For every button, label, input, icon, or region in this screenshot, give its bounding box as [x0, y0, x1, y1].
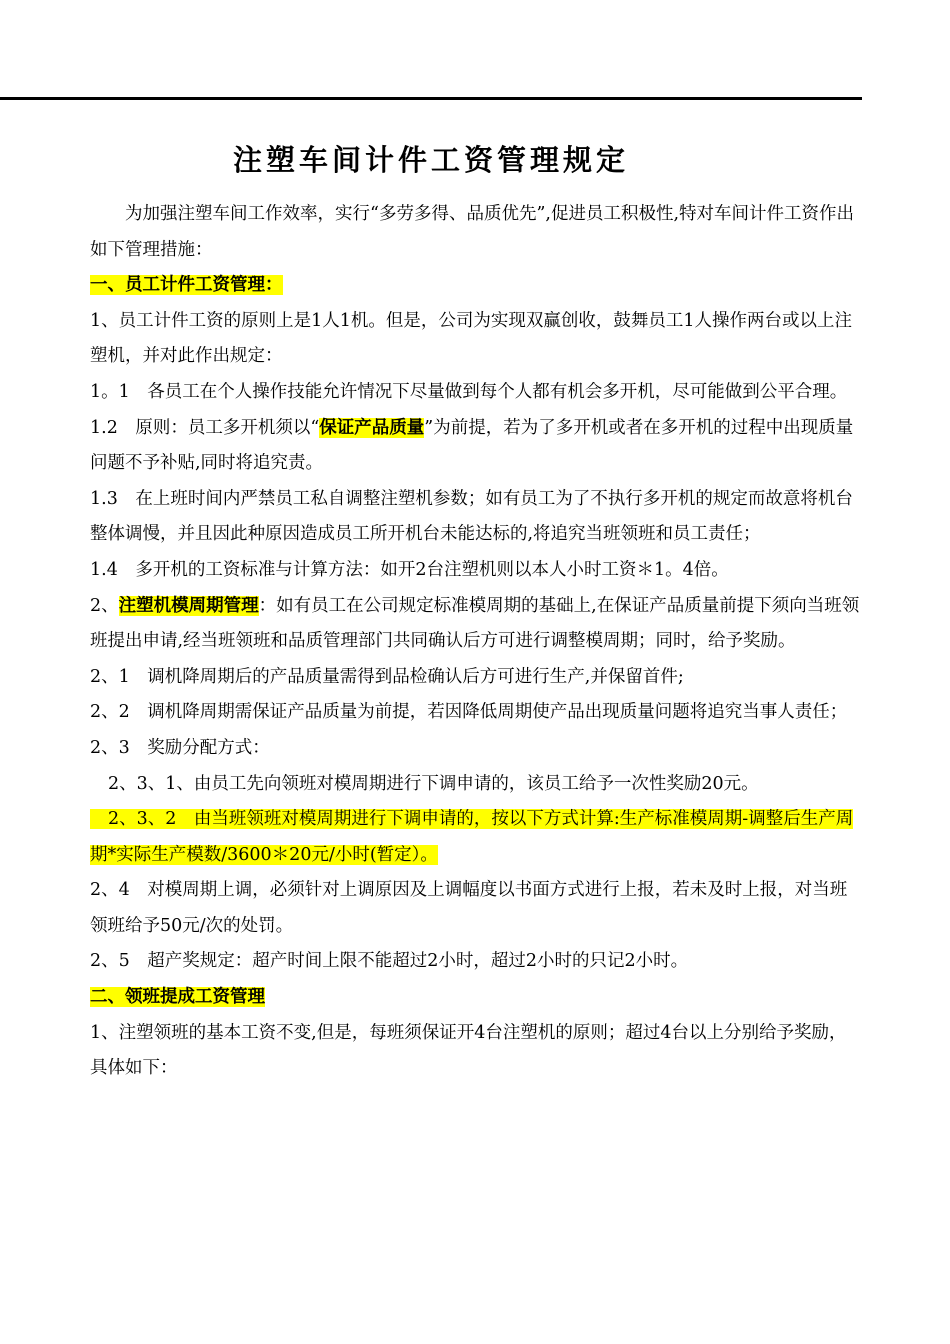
paragraph-2-1: 2、1 调机降周期后的产品质量需得到品检确认后方可进行生产,并保留首件; [90, 666, 684, 687]
paragraph-1-1: 1。1 各员工在个人操作技能允许情况下尽量做到每个人都有机会多开机，尽可能做到公平合理。 [90, 381, 848, 402]
header-rule [0, 97, 862, 100]
document-body [90, 197, 860, 1087]
paragraph-1-2-highlight: 保证产品质量 [319, 417, 425, 438]
intro-paragraph: 为加强注塑车间工作效率，实行“多劳多得、品质优先”,促进员工积极性,特对车间计件工资作出如下管理措施： [90, 204, 855, 260]
section-heading-1-text: 一、员工计件工资管理： [90, 275, 283, 296]
paragraph-3: 1、注塑领班的基本工资不变,但是，每班须保证开4台注塑机的原则；超过4台以上分别给予奖励，具体如下： [90, 1022, 847, 1079]
paragraph-2-3: 2、3 奖励分配方式： [90, 737, 270, 758]
paragraph-2-4: 2、4 对模周期上调，必须针对上调原因及上调幅度以书面方式进行上报，若未及时上报，对当班领班给予50元/次的处罚。 [90, 880, 848, 936]
paragraph-2-2: 2、2 调机降周期需保证产品质量为前提，若因降低周期使产品出现质量问题将追究当事人责任； [90, 702, 848, 723]
section-heading-1 [90, 268, 860, 304]
section-heading-2-text: 二、领班提成工资管理 [90, 987, 265, 1008]
paragraph-2-end: ：如有员工在公司规定标准模周期的基础上,在保证产品质量前提下须向当班领班提出申请,经当班领班和品质管理部门共同确认后方可进行调整模周期；同时，给予奖励。 [90, 595, 860, 652]
paragraph-2-highlight: 注塑机模周期管理 [118, 595, 259, 616]
paragraph-1-2-end: ”为前提，若为了多开机或者在多开机的过程中出现质量问题不予补贴,同时将追究责。 [90, 417, 854, 474]
paragraph-2-3-2 [90, 802, 860, 873]
paragraph-1: 1、员工计件工资的原则上是1人1机。但是，公司为实现双赢创收，鼓舞员工1人操作两台或以上注塑机，并对此作出规定： [90, 310, 853, 367]
paragraph-2-5: 2、5 超产奖规定：超产时间上限不能超过2小时，超过2小时的只记2小时。 [90, 951, 689, 972]
document-title: 注塑车间计件工资管理规定 [232, 143, 629, 177]
paragraph-2-3-1: 2、3、1、由员工先向领班对模周期进行下调申请的，该员工给予一次性奖励20元。 [108, 773, 759, 794]
paragraph-1-2-start: 1.2 原则：员工多开机须以“ [90, 417, 320, 438]
paragraph-1-2 [90, 411, 860, 482]
paragraph-2-number: 2、 [90, 595, 119, 616]
section-heading-2 [90, 980, 860, 1016]
paragraph-1-4: 1.4 多开机的工资标准与计算方法：如开2台注塑机则以本人小时工资＊1。4倍。 [90, 559, 729, 580]
paragraph-2-3-2-text: 2、3、2 由当班领班对模周期进行下调申请的，按以下方式计算:生产标准模周期-调整后生产周期*实际生产模数/3600＊20元/小时(暂定）。 [90, 809, 854, 865]
paragraph-1-3: 1.3 在上班时间内严禁员工私自调整注塑机参数；如有员工为了不执行多开机的规定而故意将机台整体调慢，并且因此种原因造成员工所开机台未能达标的,将追究当班领班和员工责任； [90, 488, 853, 545]
paragraph-2 [90, 589, 860, 660]
